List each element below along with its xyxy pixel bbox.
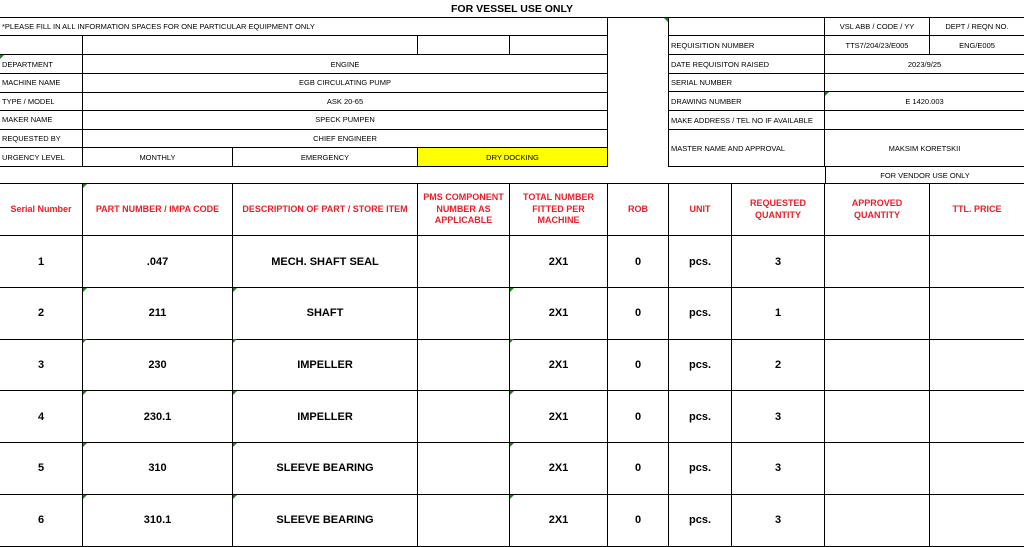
row-2-total-fitted-cell[interactable]: 2X1 — [510, 288, 608, 340]
row-4-total-price-cell[interactable] — [930, 391, 1024, 443]
row-5-approved-quantity-cell[interactable] — [825, 443, 930, 495]
row-3-total-price-cell[interactable] — [930, 339, 1024, 391]
master-approval-label: MASTER NAME AND APPROVAL — [669, 130, 825, 167]
row-6-rob-cell[interactable]: 0 — [608, 495, 669, 547]
dept-reqn-header: DEPT / REQN NO. — [930, 18, 1024, 36]
row-6-unit-cell[interactable]: pcs. — [669, 495, 732, 547]
row-6-pms-component-cell[interactable] — [418, 495, 510, 547]
row-3-serial-number-cell[interactable]: 3 — [0, 339, 83, 391]
department-label: DEPARTMENT — [0, 55, 83, 74]
row-3-approved-quantity-cell[interactable] — [825, 339, 930, 391]
form-blank-cell[interactable] — [418, 36, 510, 55]
row-2-total-price-cell[interactable] — [930, 288, 1024, 340]
row-4-unit-cell[interactable]: pcs. — [669, 391, 732, 443]
row-5-pms-component-cell[interactable] — [418, 443, 510, 495]
row-5-description-cell[interactable]: SLEEVE BEARING — [233, 443, 418, 495]
row-1-pms-component-cell[interactable] — [418, 236, 510, 288]
requisition-code-value[interactable]: TTS7/204/23/E005 — [825, 36, 930, 55]
row-6-total-price-cell[interactable] — [930, 495, 1024, 547]
type-model-value[interactable]: ASK 20-65 — [83, 92, 608, 111]
urgency-dry-docking-option[interactable]: DRY DOCKING — [418, 148, 608, 167]
row-1-unit-cell[interactable]: pcs. — [669, 236, 732, 288]
requisition-dept-value[interactable]: ENG/E005 — [930, 36, 1024, 55]
row-6-part-number-cell[interactable]: 310.1 — [83, 495, 233, 547]
column-header-pms-component: PMS COMPONENT NUMBER AS APPLICABLE — [418, 184, 510, 236]
row-4-requested-quantity-cell[interactable]: 3 — [732, 391, 825, 443]
row-3-total-fitted-cell[interactable]: 2X1 — [510, 339, 608, 391]
row-6-description-cell[interactable]: SLEEVE BEARING — [233, 495, 418, 547]
type-model-label: TYPE / MODEL — [0, 92, 83, 111]
requested-by-value[interactable]: CHIEF ENGINEER — [83, 129, 608, 148]
requisition-number-label: REQUISITION NUMBER — [669, 36, 825, 55]
serial-number-label: SERIAL NUMBER — [669, 74, 825, 92]
vendor-banner-spacer — [0, 167, 825, 184]
urgency-monthly-option[interactable]: MONTHLY — [83, 148, 233, 167]
row-5-part-number-cell[interactable]: 310 — [83, 443, 233, 495]
row-5-total-price-cell[interactable] — [930, 443, 1024, 495]
row-4-pms-component-cell[interactable] — [418, 391, 510, 443]
right-header-blank — [669, 18, 825, 36]
urgency-label: URGENCY LEVEL — [0, 148, 83, 167]
row-4-approved-quantity-cell[interactable] — [825, 391, 930, 443]
row-1-total-fitted-cell[interactable]: 2X1 — [510, 236, 608, 288]
date-raised-value[interactable]: 2023/9/25 — [825, 55, 1024, 74]
vsl-code-header: VSL ABB / CODE / YY — [825, 18, 930, 36]
row-5-serial-number-cell[interactable]: 5 — [0, 443, 83, 495]
urgency-emergency-option[interactable]: EMERGENCY — [233, 148, 418, 167]
form-blank-cell[interactable] — [83, 36, 418, 55]
row-1-requested-quantity-cell[interactable]: 3 — [732, 236, 825, 288]
maker-address-value[interactable] — [825, 111, 1024, 130]
row-2-rob-cell[interactable]: 0 — [608, 288, 669, 340]
machine-name-label: MACHINE NAME — [0, 74, 83, 93]
row-3-part-number-cell[interactable]: 230 — [83, 339, 233, 391]
row-5-unit-cell[interactable]: pcs. — [669, 443, 732, 495]
row-1-description-cell[interactable]: MECH. SHAFT SEAL — [233, 236, 418, 288]
drawing-number-value[interactable]: E 1420.003 — [825, 92, 1024, 111]
maker-name-label: MAKER NAME — [0, 111, 83, 130]
vessel-use-banner: FOR VESSEL USE ONLY — [0, 0, 1024, 18]
column-header-total-price: TTL. PRICE — [930, 184, 1024, 236]
row-4-rob-cell[interactable]: 0 — [608, 391, 669, 443]
form-blank-cell[interactable] — [0, 36, 83, 55]
row-4-part-number-cell[interactable]: 230.1 — [83, 391, 233, 443]
row-4-serial-number-cell[interactable]: 4 — [0, 391, 83, 443]
row-4-total-fitted-cell[interactable]: 2X1 — [510, 391, 608, 443]
row-5-requested-quantity-cell[interactable]: 3 — [732, 443, 825, 495]
column-header-requested-quantity: REQUESTED QUANTITY — [732, 184, 825, 236]
column-header-serial-number: Serial Number — [0, 184, 83, 236]
row-5-rob-cell[interactable]: 0 — [608, 443, 669, 495]
master-approval-value[interactable]: MAKSIM KORETSKII — [825, 130, 1024, 167]
row-5-total-fitted-cell[interactable]: 2X1 — [510, 443, 608, 495]
row-1-total-price-cell[interactable] — [930, 236, 1024, 288]
department-value[interactable]: ENGINE — [83, 55, 608, 74]
row-3-requested-quantity-cell[interactable]: 2 — [732, 339, 825, 391]
row-2-approved-quantity-cell[interactable] — [825, 288, 930, 340]
row-1-part-number-cell[interactable]: .047 — [83, 236, 233, 288]
row-1-rob-cell[interactable]: 0 — [608, 236, 669, 288]
column-header-approved-quantity: APPROVED QUANTITY — [825, 184, 930, 236]
column-header-description: DESCRIPTION OF PART / STORE ITEM — [233, 184, 418, 236]
row-3-rob-cell[interactable]: 0 — [608, 339, 669, 391]
row-3-unit-cell[interactable]: pcs. — [669, 339, 732, 391]
row-2-serial-number-cell[interactable]: 2 — [0, 288, 83, 340]
column-header-part-number: PART NUMBER / IMPA CODE — [83, 184, 233, 236]
vendor-use-banner: FOR VENDOR USE ONLY — [825, 167, 1024, 184]
maker-address-label: MAKE ADDRESS / TEL NO IF AVAILABLE — [669, 111, 825, 130]
requested-by-label: REQUESTED BY — [0, 129, 83, 148]
row-2-description-cell[interactable]: SHAFT — [233, 288, 418, 340]
row-6-serial-number-cell[interactable]: 6 — [0, 495, 83, 547]
row-2-pms-component-cell[interactable] — [418, 288, 510, 340]
column-header-unit: UNIT — [669, 184, 732, 236]
date-raised-label: DATE REQUISITON RAISED — [669, 55, 825, 74]
maker-name-value[interactable]: SPECK PUMPEN — [83, 111, 608, 130]
row-1-approved-quantity-cell[interactable] — [825, 236, 930, 288]
row-6-total-fitted-cell[interactable]: 2X1 — [510, 495, 608, 547]
row-6-approved-quantity-cell[interactable] — [825, 495, 930, 547]
separator-column — [608, 18, 669, 167]
row-2-part-number-cell[interactable]: 211 — [83, 288, 233, 340]
row-1-serial-number-cell[interactable]: 1 — [0, 236, 83, 288]
row-6-requested-quantity-cell[interactable]: 3 — [732, 495, 825, 547]
serial-number-value[interactable] — [825, 74, 1024, 92]
form-blank-cell[interactable] — [510, 36, 608, 55]
row-2-unit-cell[interactable]: pcs. — [669, 288, 732, 340]
machine-name-value[interactable]: EGB CIRCULATING PUMP — [83, 74, 608, 93]
row-3-description-cell[interactable]: IMPELLER — [233, 339, 418, 391]
column-header-rob: ROB — [608, 184, 669, 236]
drawing-number-label: DRAWING NUMBER — [669, 92, 825, 111]
column-header-total-fitted: TOTAL NUMBER FITTED PER MACHINE — [510, 184, 608, 236]
row-4-description-cell[interactable]: IMPELLER — [233, 391, 418, 443]
row-3-pms-component-cell[interactable] — [418, 339, 510, 391]
row-2-requested-quantity-cell[interactable]: 1 — [732, 288, 825, 340]
instruction-text: *PLEASE FILL IN ALL INFORMATION SPACES FOR ONE PARTICULAR EQUIPMENT ONLY — [0, 18, 608, 36]
